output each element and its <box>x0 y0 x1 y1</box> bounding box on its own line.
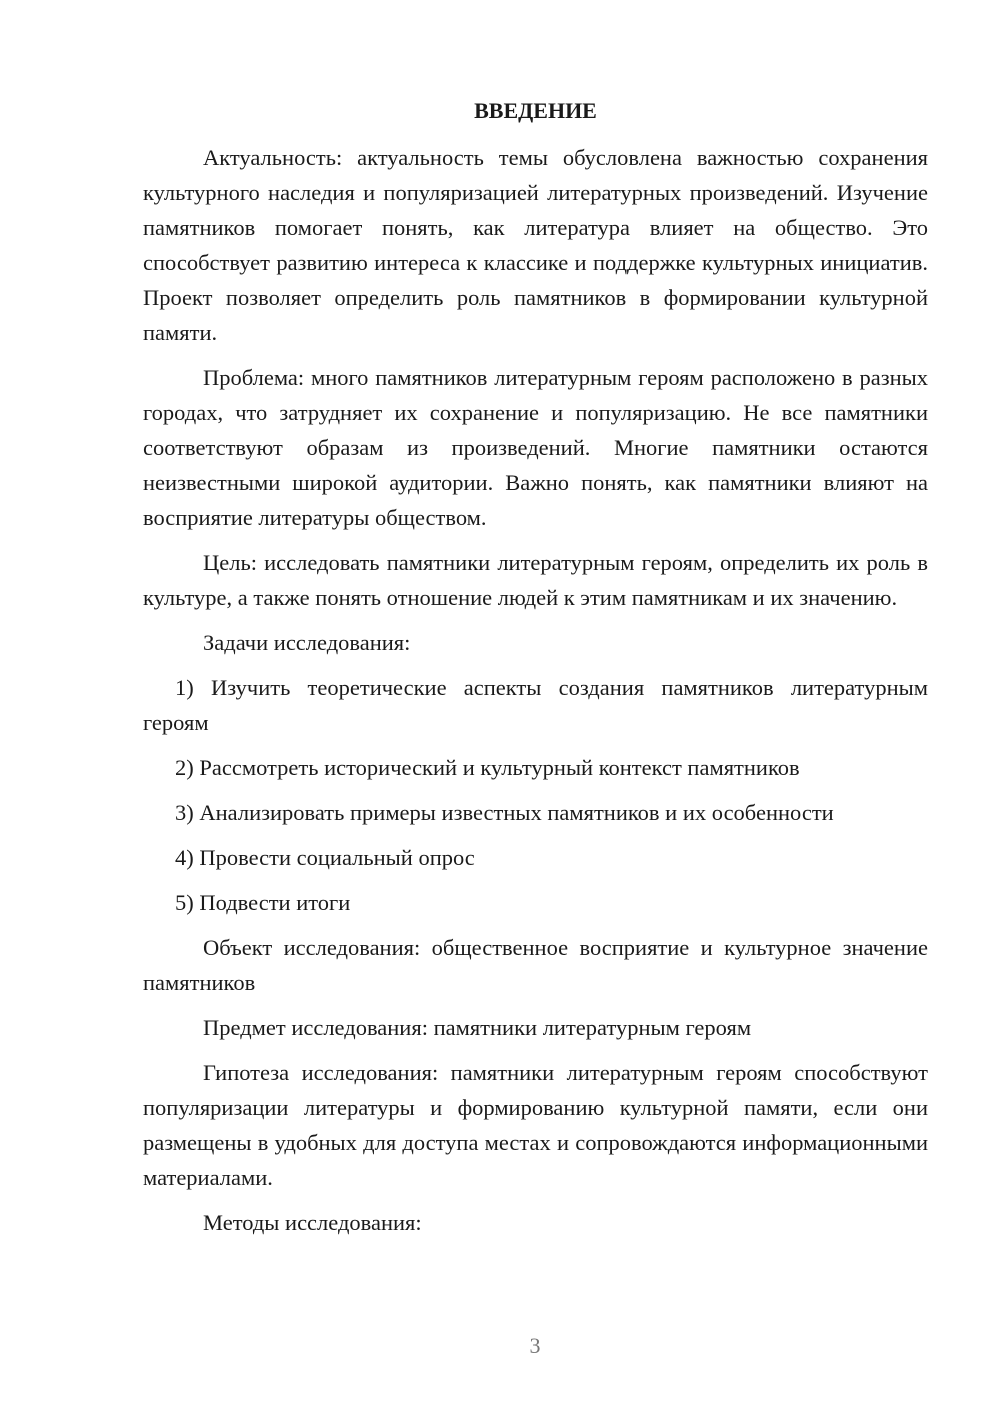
subject-paragraph: Предмет исследования: памятники литературным героям <box>203 1015 752 1040</box>
task-item-1: 1) Изучить теоретические аспекты создания памятников литературным героям <box>143 675 928 735</box>
task-item-5: 5) Подвести итоги <box>175 890 351 915</box>
hypothesis-paragraph: Гипотеза исследования: памятники литературным героям способствуют популяризации литературы и формированию культурной памяти, если они размещены в удобных для доступа местах и сопровождаются информационными материалами. <box>143 1060 928 1190</box>
methods-heading: Методы исследования: <box>203 1210 422 1235</box>
section-title: ВВЕДЕНИЕ <box>474 98 597 123</box>
goal-paragraph: Цель: исследовать памятники литературным героям, определить их роль в культуре, а также понять отношение людей к этим памятникам и их значению. <box>143 550 928 610</box>
tasks-heading: Задачи исследования: <box>203 630 411 655</box>
task-item-3: 3) Анализировать примеры известных памятников и их особенности <box>175 800 834 825</box>
page-number: 3 <box>529 1333 541 1358</box>
page-content <box>143 96 928 1250</box>
problem-paragraph: Проблема: много памятников литературным героям расположено в разных городах, что затрудняет их сохранение и популяризацию. Не все памятники соответствуют образам из произведений. Многие памятники остаются неизвестными широкой аудитории. Важно понять, как памятники влияют на восприятие литературы обществом. <box>143 365 928 530</box>
object-paragraph: Объект исследования: общественное восприятие и культурное значение памятников <box>143 935 928 995</box>
task-item-2: 2) Рассмотреть исторический и культурный контекст памятников <box>175 755 800 780</box>
relevance-paragraph: Актуальность: актуальность темы обусловлена важностью сохранения культурного наследия и популяризацией литературных произведений. Изучение памятников помогает понять, как литература влияет на общество. Это способствует развитию интереса к классике и поддержке культурных инициатив. Проект позволяет определить роль памятников в формировании культурной памяти. <box>143 145 928 345</box>
task-item-4: 4) Провести социальный опрос <box>175 845 475 870</box>
